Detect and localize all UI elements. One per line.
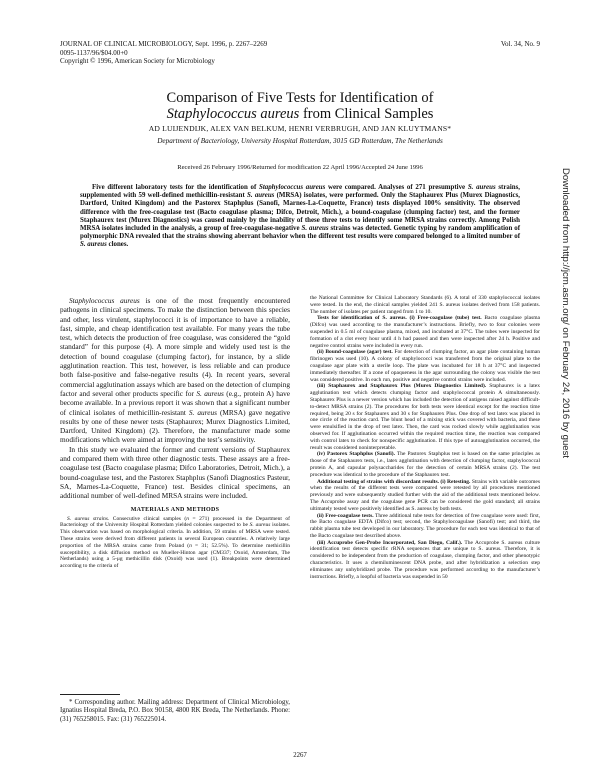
methods-strains-paragraph: S. aureus strains. Consecutive clinical samples (n = 271) processed in the Department of Bacteriology of the University Hospital Rotterdam yielded colonies suspected to be S. aureus isolates. This observation was based on morphological criteria. In addition, 59 strains of MRSA were tested. These strains were derived from different patients in several European countries. A relatively large proportion of the MRSA strains came from Poland (n = 31; 52.5%). To determine methicillin susceptibility, a disk diffusion method on Mueller-Hinton agar (CM337; Oxoid, Amsterdam, The Netherlands) using a 5-μg methicillin disk (Oxoid) was used (1). Breakpoints were determined according to the criteria of	[60, 515, 290, 570]
page-number: 2267	[293, 752, 307, 759]
title-line-1: Comparison of Five Tests for Identification of	[166, 90, 434, 106]
received-dates: Received 26 February 1996/Returned for modification 22 April 1996/Accepted 24 June 1996	[177, 164, 423, 171]
affiliation: Department of Bacteriology, University Hospital Rotterdam, 3015 GD Rotterdam, The Netherlands	[157, 137, 443, 145]
journal-line: JOURNAL OF CLINICAL MICROBIOLOGY, Sept. 1996, p. 2267–2269	[60, 40, 268, 48]
title-species: Staphylococcus aureus	[166, 106, 300, 122]
intro-paragraph-2: In this study we evaluated the former and current versions of Staphaurex and compared them with three other diagnostic tests. These assays are a free-coagulase test (Bacto coagulase plasma; Difco Laboratories, Detroit, Mich.), a bound-coagulase test, and the Pastorex Staphplus (Sanofi Diagnostics Pasteur, SA, Marnes-La-Coquette, France) test. Besides clinical specimens, an additional number of well-defined MRSA strains were included.	[60, 444, 290, 501]
download-sidebar	[558, 168, 572, 596]
running-header	[60, 40, 540, 66]
copyright-line: Copyright © 1996, American Society for Microbiology	[60, 57, 215, 65]
title-line-2: from Clinical Samples	[299, 106, 434, 122]
bound-coagulase-test: (ii) Bound-coagulase (agar) test. For detection of clumping factor, an agar plate containing human fibrinogen was used (10). A colony of staphylococci was transferred from the original plate to the coagulase agar plate with a sterile loop. The plate was incubated for 18 h at 37°C and inspected immediately thereafter. If a zone of opaqueness in the agar surrounding the colony was visible the test was considered positive. In each run, positive and negative control strains were included.	[310, 349, 540, 383]
article-title	[60, 90, 540, 122]
retesting-paragraph: Additional testing of strains with discordant results. (i) Retesting. Strains with variable outcomes when the results of the different tests were compared were retested by all procedures mentioned previously and were subsequently studied further with the aid of the additional tests mentioned below. The Accuprobe assay and the coagulase gene PCR can be considered the gold standard; all strains ultimately tested were positively identified as S. aureus by both tests.	[310, 478, 540, 512]
free-coagulase-test: Tests for identification of S. aureus. (i) Free-coagulase (tube) test. Bacto coagulase plasma (Difco) was used according to the manufacturer’s instructions. Briefly, two to four colonies were suspended in 0.5 ml of coagulase plasma, mixed, and incubated at 37°C. The tubes were inspected for formation of a clot every hour until 4 h had passed and then were inspected after 24 h. Positive and negative control strains were included in every run.	[310, 315, 540, 349]
right-column	[310, 295, 540, 580]
additional-free-coagulase-tests: (ii) Free-coagulase tests. Three additional tube tests for detection of free coagulase were used: first, the Bacto coagulase EDTA (Difco) test; second, the Staphylocoagulase (Sanofi) test; and third, the rabbit plasma tube test developed in our laboratory. The procedure for each test was identical to that of the Bacto coagulase test described above.	[310, 512, 540, 539]
left-column	[60, 296, 290, 570]
download-notice[interactable]: Downloaded from http://jcm.asm.org/ on February 24, 2016 by guest	[560, 168, 571, 459]
abstract: Five different laboratory tests for the identification of Staphylococcus aureus were compared. Analyses of 271 presumptive S. aureus strains, supplemented with 59 well-defined methicillin-resistant S. aureus (MRSA) isolates, were performed. Only the Staphaurex Plus (Murex Diagnostics, Dartford, United Kingdom) and the Pastorex Staphplus (Sanofi, Marnes-La-Coquette, France) tests displayed 100% sensitivity. The observed difference with the free-coagulase test (Bacto coagulase plasma; Difco, Detroit, Mich.), a bound-coagulase (clumping factor) test, and the former Staphaurex test (Murex Diagnostics) was caused mainly by the inability of these three tests to identify some MRSA strains correctly. Among Polish MRSA isolates included in the analysis, a group of free-coagulase-negative S. aureus strains was detected. Genetic typing by random amplification of polymorphic DNA revealed that the strains showing aberrant behavior when the different test results were compared belonged to a limited number of S. aureus clones.	[80, 184, 521, 249]
methods-continued: the National Committee for Clinical Laboratory Standards (6). A total of 330 staphylococcal isolates were tested. In the end, the clinical samples yielded 241 S. aureus isolates derived from 158 patients. The number of isolates per patient ranged from 1 to 10.	[310, 295, 540, 315]
corresponding-author-footnote: * Corresponding author. Mailing address: Department of Clinical Microbiology, Ignatius Hospital Breda, P.O. Box 90158, 4800 RK Breda, The Netherlands. Phone: (31) 765258015. Fax: (31) 765225014.	[60, 699, 290, 723]
accuprobe-paragraph: (iii) Accuprobe Gen-Probe Incorporated, San Diego, Calif.). The Accuprobe S. aureus culture identification test detects specific rRNA sequences that are unique to S. aureus. Therefore, it is considered to be independent from the production of coagulase, clumping factor, and other phenotypic characteristics. It uses a chemiluminescent DNA probe, and after hybridization a selection step eliminates any unhybridized probe. The procedure was performed according to the manufacturer’s instructions. Briefly, a loopful of bacteria was suspended in 50	[310, 539, 540, 580]
intro-paragraph-1: Staphylococcus aureus is one of the most frequently encountered pathogens in clinical specimens. To make the distinction between this species and other, less virulent, staphylococci it is of importance to have a reliable, fast, simple, and cheap identification test available. For many years the tube test, which detects the production of free coagulase, was considered the “gold standard” for this purpose (4). A more simple and widely used test is the detection of bound coagulase (clumping factor), for instance, by a slide agglutination reaction. This test, however, is less reliable and can produce both false-positive and false-negative results (4). In recent years, several commercial agglutination assays which are based on the detection of clumping factor and several other products specific for S. aureus (e.g., protein A) have become available. In a previous report it was shown that a significant number of clinical isolates of methicillin-resistant S. aureus (MRSA) gave negative results by one of these newer tests (Staphaurex; Murex Diagnostics Limited, Dartford, United Kingdom) (2). Therefore, the manufacturer made some modifications which were aimed at improving the test’s sensitivity.	[60, 296, 291, 445]
methods-heading: MATERIALS AND METHODS	[130, 506, 220, 513]
issn-line: 0095-1137/96/$04.00+0	[60, 48, 128, 57]
staphaurex-test: (iii) Staphaurex and Staphaurex Plus (Murex Diagnostics Limited). Staphaurex is a latex agglutination test which detects clumping factor and staphylococcal protein A simultaneously. Staphaurex Plus is a newer version which has included the detection of antigens raised against difficult-to-detect MRSA strains (2). The procedures for both tests were identical except for the reaction time required, being 20 s for Staphaurex and 30 s for Staphaurex Plus. One drop of test latex was placed in one circle of the reaction card. The blunt head of a mixing stick was covered with bacteria, and these were emulsified in the drop of test latex. Then, the card was rocked slowly while agglutination was observed for. If agglutination occurred within the required reaction time, the reaction was compared with control latex to check for nonspecific agglutination. If this type of autoagglutination occurred, the result was considered noninterpretable.	[310, 383, 540, 451]
volume-label: Vol. 34, No. 9	[500, 40, 540, 48]
pastorex-test: (iv) Pastorex Staphplus (Sanofi). The Pastorex Staphplus test is based on the same principles as those of the Staphaurex tests, i.e., latex agglutination with detection of clumping factor, staphylococcal protein A, and capsular polysaccharides for the detection of certain MRSA strains (2). The test procedure was identical to the procedure of the Staphaurex test.	[310, 451, 540, 478]
author-list: AD LUIJENDIJK, ALEX VAN BELKUM, HENRI VERBRUGH, AND JAN KLUYTMANS*	[148, 124, 452, 133]
footnote-rule	[60, 694, 120, 695]
